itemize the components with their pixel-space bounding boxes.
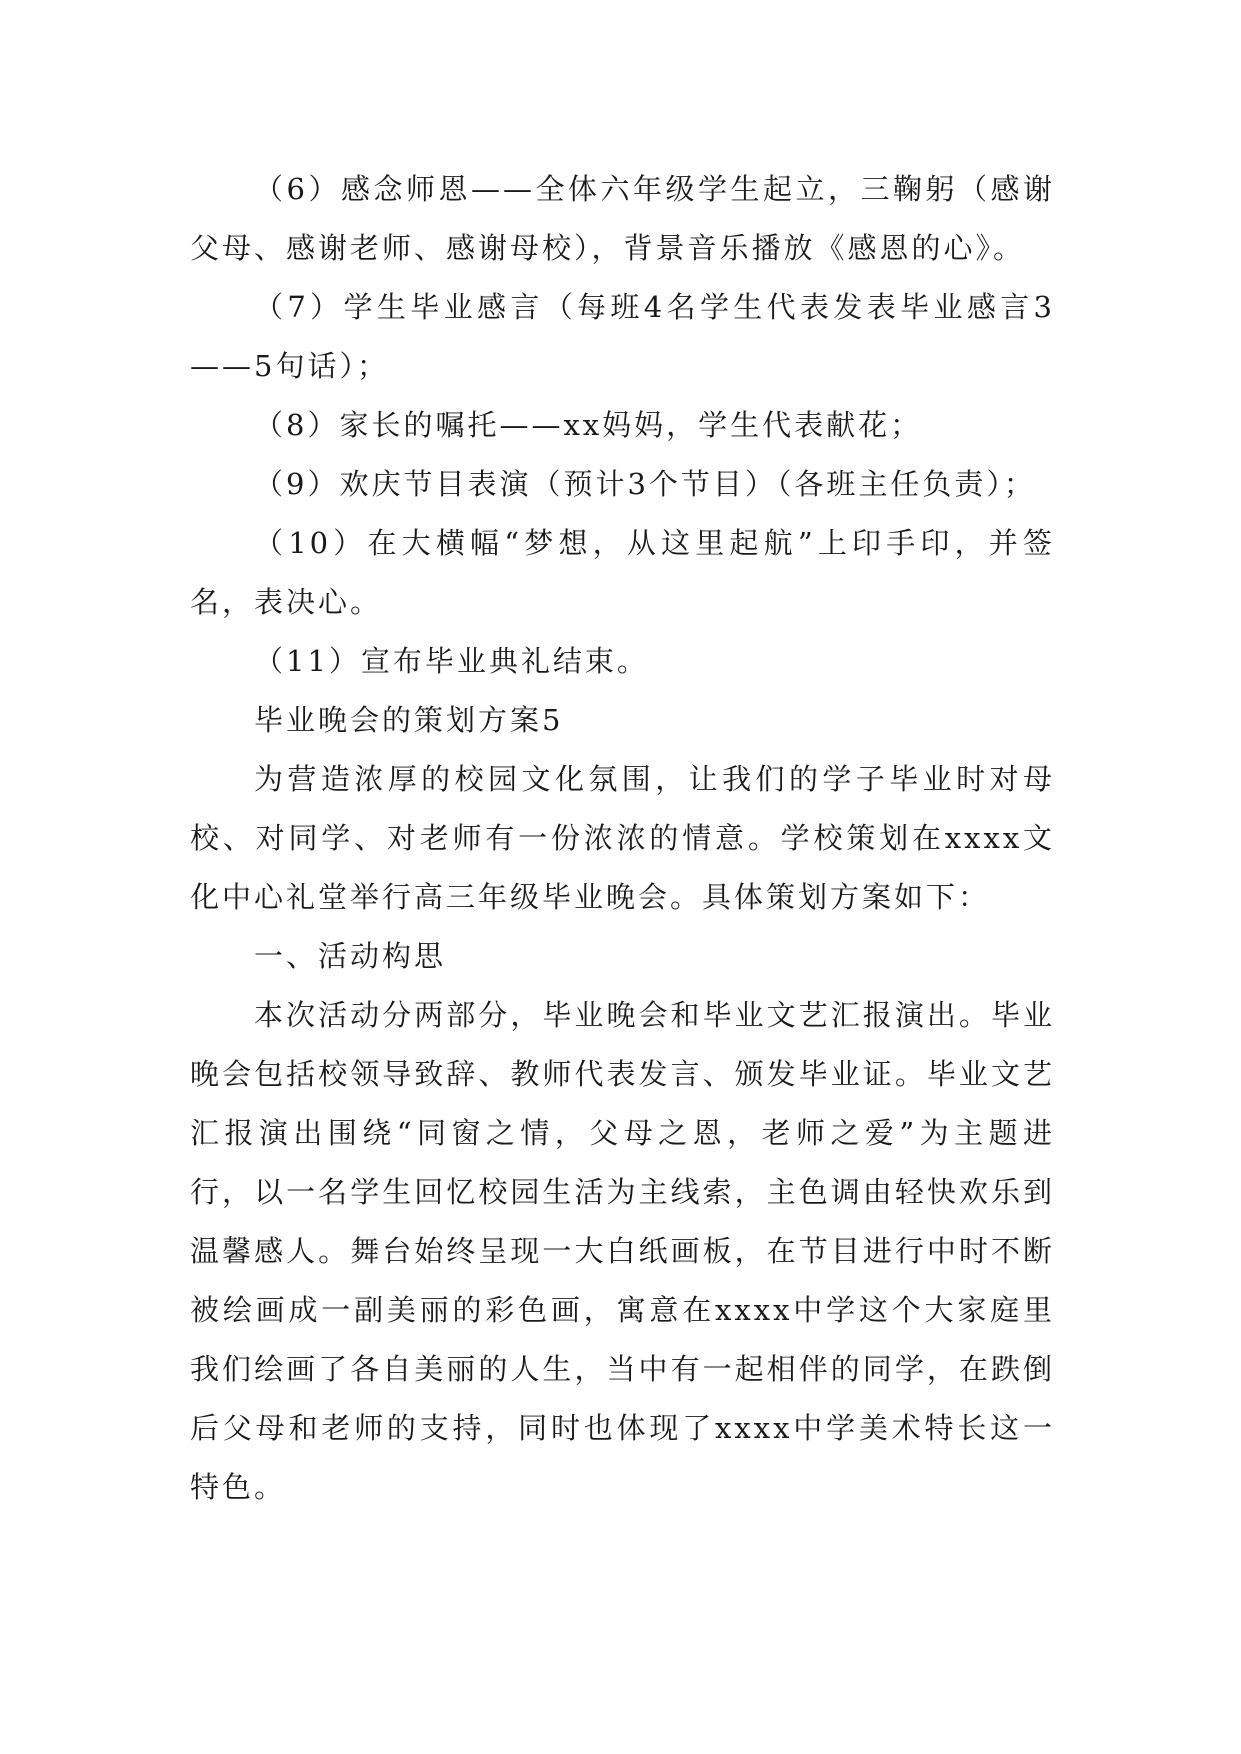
body-paragraph: 本次活动分两部分，毕业晚会和毕业文艺汇报演出。毕业晚会包括校领导致辞、教师代表发言、颁发毕业证。毕业文艺汇报演出围绕“同窗之情，父母之恩，老师之爱”为主题进行，以一名学生回忆校园生活为主线索，主色调由轻快欢乐到温馨感人。舞台始终呈现一大白纸画板，在节目进行中时不断被绘画成一副美丽的彩色画，寓意在xxxx中学这个大家庭里我们绘画了各自美丽的人生，当中有一起相伴的同学，在跌倒后父母和老师的支持，同时也体现了xxxx中学美术特长这一特色。	[190, 998, 1055, 1504]
section-title: 毕业晚会的策划方案5	[254, 703, 564, 737]
paragraph-item-8: （8）家长的嘱托——xx妈妈，学生代表献花；	[254, 408, 923, 442]
paragraph-item-11: （11）宣布毕业典礼结束。	[254, 644, 649, 678]
paragraph-item-6: （6）感念师恩——全体六年级学生起立，三鞠躬（感谢父母、感谢老师、感谢母校），背景音乐播放《感恩的心》。	[190, 172, 1055, 265]
intro-paragraph: 为营造浓厚的校园文化氛围，让我们的学子毕业时对母校、对同学、对老师有一份浓浓的情意。学校策划在xxxx文化中心礼堂举行高三年级毕业晚会。具体策划方案如下：	[190, 762, 1055, 914]
paragraph-item-10: （10）在大横幅“梦想，从这里起航”上印手印，并签名，表决心。	[190, 526, 1055, 619]
subsection-heading: 一、活动构思	[254, 939, 447, 973]
paragraph-item-9: （9）欢庆节目表演（预计3个节目）（各班主任负责）；	[254, 467, 1036, 501]
paragraph-item-7: （7）学生毕业感言（每班4名学生代表发表毕业感言3——5句话）；	[190, 290, 1055, 383]
document-body	[190, 160, 1055, 1517]
